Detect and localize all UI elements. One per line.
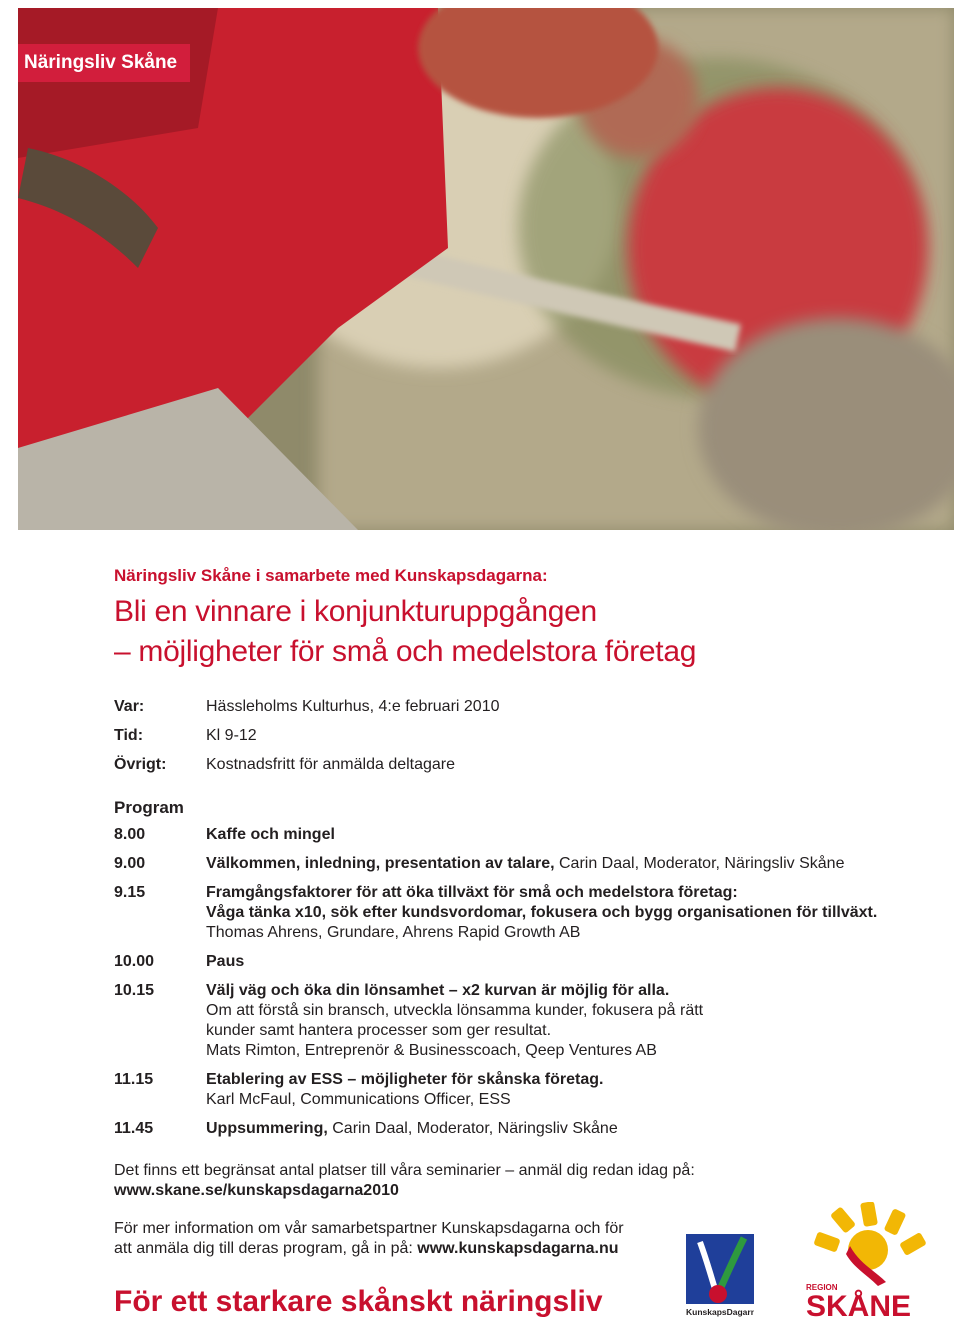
info-row-time — [114, 721, 914, 750]
program-time: 9.00 — [114, 855, 146, 872]
program-item — [114, 1119, 914, 1139]
subtitle: Näringsliv Skåne i samarbete med Kunskapsdagarna: — [114, 566, 548, 585]
title-line-1: Bli en vinnare i konjunkturuppgången — [114, 595, 597, 628]
partner-info-line-2: att anmäla dig till deras program, gå in på: — [114, 1240, 413, 1257]
program-title: Paus — [206, 953, 245, 970]
program-desc — [206, 883, 914, 943]
program-title: Välkommen, inledning, presentation av talare, — [206, 855, 555, 872]
program-speaker: Karl McFaul, Communications Officer, ESS — [206, 1091, 511, 1108]
program-title: Välj väg och öka din lönsamhet – x2 kurvan är möjlig för alla. — [206, 982, 670, 999]
slogan: För ett starkare skånskt näringsliv — [114, 1285, 603, 1318]
info-value: Kostnadsfritt för anmälda deltagare — [206, 756, 456, 773]
program-time: 9.15 — [114, 884, 146, 901]
info-row-place — [114, 692, 914, 721]
info-key: Tid: — [114, 727, 144, 744]
program-desc — [206, 854, 914, 874]
program-speaker: Carin Daal, Moderator, Näringsliv Skåne — [559, 855, 845, 872]
program-item — [114, 854, 914, 874]
registration-link[interactable]: www.skane.se/kunskapsdagarna2010 — [114, 1182, 399, 1199]
program-text: kunder samt hantera processer som ger resultat. — [206, 1022, 552, 1039]
program-title: Etablering av ESS – möjligheter för skånska företag. — [206, 1071, 604, 1088]
program-desc — [206, 1119, 914, 1139]
info-key: Övrigt: — [114, 756, 167, 773]
program-speaker: Mats Rimton, Entreprenör & Businesscoach, Qeep Ventures AB — [206, 1042, 657, 1059]
partner-info-line-1: För mer information om vår samarbetspartner Kunskapsdagarna och för — [114, 1220, 624, 1237]
program-item — [114, 825, 914, 845]
program-item — [114, 981, 914, 1061]
program-desc — [206, 1070, 914, 1110]
program-time: 11.45 — [114, 1120, 154, 1137]
partner-link[interactable]: www.kunskapsdagarna.nu — [417, 1240, 619, 1257]
program-time: 8.00 — [114, 826, 146, 843]
kunskapsdagarna-logo-graphic — [686, 1234, 754, 1318]
program-desc — [206, 981, 914, 1061]
flyer-content — [114, 566, 914, 1319]
region-skane-logo — [806, 1202, 932, 1318]
program-item — [114, 952, 914, 972]
region-skane-logo-graphic — [806, 1202, 932, 1318]
program-speaker: Thomas Ahrens, Grundare, Ahrens Rapid Growth AB — [206, 924, 581, 941]
info-value: Kl 9-12 — [206, 727, 257, 744]
program-speaker: Carin Daal, Moderator, Näringsliv Skåne — [332, 1120, 618, 1137]
hero-photo — [18, 8, 954, 530]
program-title: Framgångsfaktorer för att öka tillväxt för små och medelstora företag: — [206, 884, 738, 901]
program-time: 11.15 — [114, 1071, 154, 1088]
program-item — [114, 883, 914, 943]
kunskapsdagarna-logo-text: KunskapsDagarna — [686, 1307, 754, 1317]
partner-info — [114, 1219, 634, 1259]
page-title — [114, 592, 914, 672]
program-title: Uppsummering, — [206, 1120, 328, 1137]
info-key: Var: — [114, 698, 145, 715]
program-title: Kaffe och mingel — [206, 826, 335, 843]
kunskapsdagarna-logo — [686, 1234, 754, 1318]
program-title-2: Våga tänka x10, sök efter kundsvordomar, fokusera och bygg organisationen för tillväxt. — [206, 904, 878, 921]
title-line-2: – möjligheter för små och medelstora företag — [114, 635, 697, 668]
program-item — [114, 1070, 914, 1110]
info-row-other — [114, 750, 914, 779]
event-info — [114, 692, 914, 779]
program-time: 10.00 — [114, 953, 155, 970]
program-text: Om att förstå sin bransch, utveckla lönsamma kunder, fokusera på rätt — [206, 1002, 704, 1019]
region-label: REGION — [806, 1283, 838, 1292]
program-time: 10.15 — [114, 982, 155, 999]
info-value: Hässleholms Kulturhus, 4:e februari 2010 — [206, 698, 500, 715]
skane-label: SKÅNE — [806, 1290, 912, 1318]
program-heading: Program — [114, 798, 184, 817]
registration-note — [114, 1161, 914, 1201]
registration-text: Det finns ett begränsat antal platser till våra seminarier – anmäl dig redan idag på: — [114, 1162, 695, 1179]
hero-photo-illustration — [18, 8, 954, 530]
brand-badge: Näringsliv Skåne — [18, 44, 190, 82]
